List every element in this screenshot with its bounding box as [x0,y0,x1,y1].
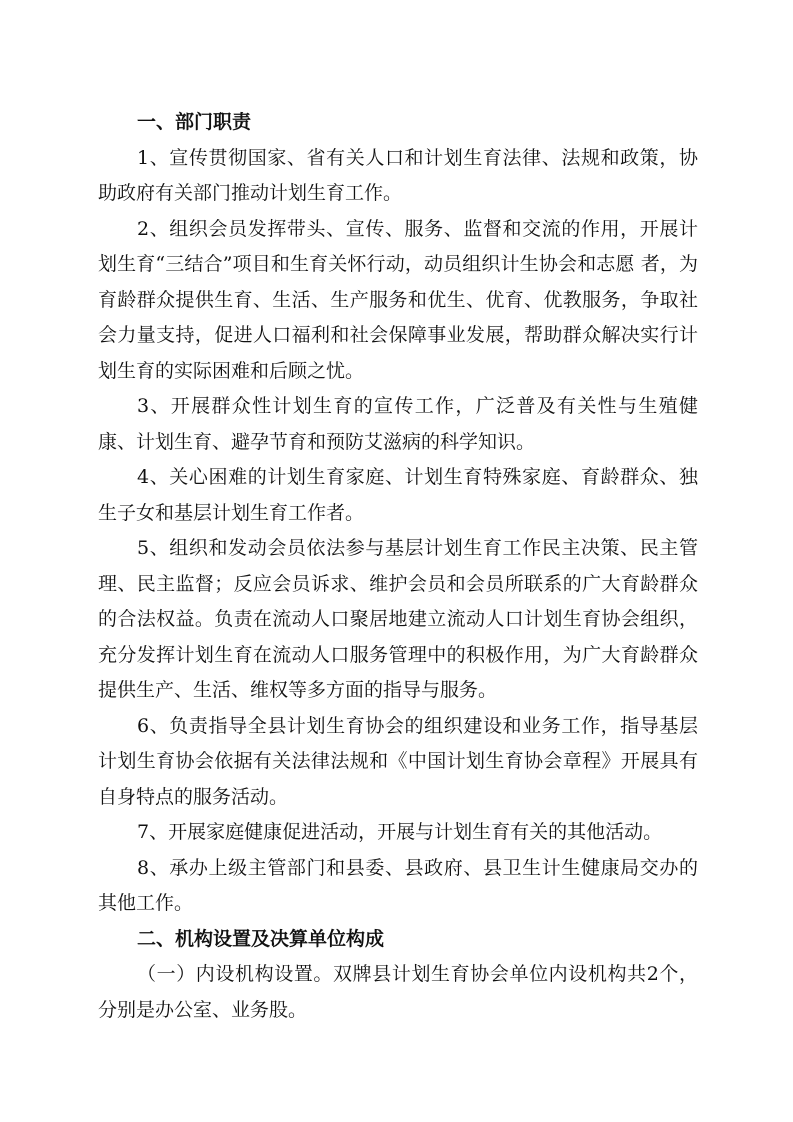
duty-item-6: 6、负责指导全县计划生育协会的组织建设和业务工作，指导基层计划生育协会依据有关法律法规和《中国计划生育协会章程》开展具有自身特点的服务活动。 [98,714,698,808]
document-body [98,105,698,1028]
duty-item-1: 1、宣传贯彻国家、省有关人口和计划生育法律、法规和政策，协助政府有关部门推动计划生育工作。 [98,146,698,204]
duty-item-8: 8、承办上级主管部门和县委、县政府、县卫生计生健康局交办的其他工作。 [98,856,698,914]
section-heading-structure: 二、机构设置及决算单位构成 [137,927,385,950]
duty-item-3: 3、开展群众性计划生育的宣传工作，广泛普及有关性与生殖健康、计划生育、避孕节育和预防艾滋病的科学知识。 [98,395,698,453]
duty-item-5: 5、组织和发动会员依法参与基层计划生育工作民主决策、民主管理、民主监督；反应会员诉求、维护会员和会员所联系的广大育龄群众的合法权益。负责在流动人口聚居地建立流动人口计划生育协会组织，充分发挥计划生育在流动人口服务管理中的积极作用，为广大育龄群众提供生产、生活、维权等多方面的指导与服务。 [98,537,698,701]
duty-item-2: 2、组织会员发挥带头、宣传、服务、监督和交流的作用，开展计划生育“三结合”项目和生育关怀行动，动员组织计生协会和志愿 者，为育龄群众提供生育、生活、生产服务和优生、优育、优教服务，争取社会力量支持，促进人口福利和社会保障事业发展，帮助群众解决实行计划生育的实际困难和后顾之忧。 [98,217,698,382]
section-heading-duties: 一、部门职责 [137,111,252,133]
duty-item-7: 7、开展家庭健康促进活动，开展与计划生育有关的其他活动。 [137,821,663,843]
duty-item-4: 4、关心困难的计划生育家庭、计划生育特殊家庭、育龄群众、独生子女和基层计划生育工作者。 [98,466,698,524]
structure-item-1: （一）内设机构设置。双牌县计划生育协会单位内设机构共2个，分别是办公室、业务股。 [98,963,698,1021]
